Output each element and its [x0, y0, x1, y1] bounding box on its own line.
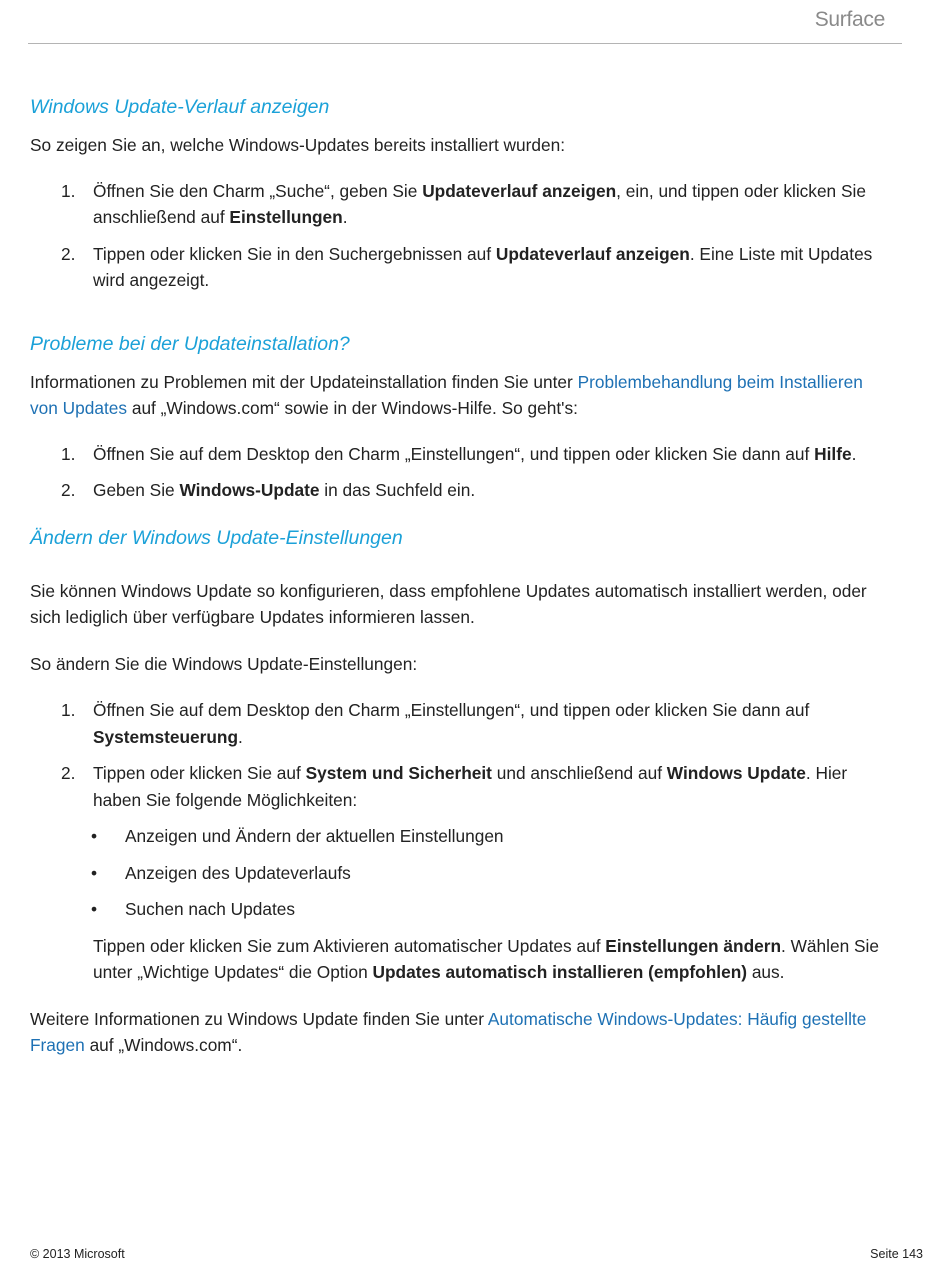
auto-update-instructions: [30, 933, 892, 986]
bullet-glyph: •: [91, 826, 98, 846]
paragraph-text: auf „Windows.com“ sowie in der Windows-Hilfe. So geht's:: [127, 398, 578, 418]
bullet-item: [30, 823, 892, 850]
step-text: Öffnen Sie den Charm „Suche“, geben Sie: [93, 180, 423, 201]
list-item: [30, 178, 892, 231]
options-bullet-list: [30, 823, 892, 923]
section2-steps: [30, 441, 892, 504]
step-text: Tippen oder klicken Sie auf: [93, 763, 306, 783]
bullet-glyph: •: [91, 862, 98, 883]
bullet-glyph: •: [91, 899, 98, 919]
brand-logo-text: Surface: [814, 8, 885, 31]
paragraph-text: Informationen zu Problemen mit der Updateinstallation finden Sie unter: [30, 371, 578, 392]
section1-intro: So zeigen Sie an, welche Windows-Updates bereits installiert wurden:: [30, 135, 566, 155]
step-bold: Windows-Update: [179, 480, 320, 500]
step-bold: Updateverlauf anzeigen: [495, 243, 690, 264]
paragraph-text: Weitere Informationen zu Windows Update finden Sie unter: [30, 1008, 488, 1029]
bullet-text: Anzeigen und Ändern der aktuellen Einstellungen: [125, 826, 504, 846]
step-bold: System und Sicherheit: [305, 763, 492, 783]
bullet-item: [30, 860, 892, 887]
step-text: Geben Sie: [93, 480, 180, 500]
paragraph-text: aus.: [747, 962, 785, 982]
list-item: [30, 697, 892, 750]
step-number: 2.: [61, 763, 76, 783]
document-body: [30, 92, 892, 1059]
step-text: und anschließend auf: [491, 763, 667, 783]
step-text: .: [851, 443, 857, 464]
step-bold: Systemsteuerung: [93, 726, 239, 747]
section2-paragraph: [30, 369, 892, 422]
step-text: Tippen oder klicken Sie in den Suchergebnissen auf: [93, 243, 496, 264]
header-divider: [28, 43, 902, 44]
step-bold: Einstellungen: [229, 207, 343, 227]
section3-paragraph-1: Sie können Windows Update so konfigurieren, dass empfohlene Updates automatisch installiert werden, oder sich lediglich über verfügbare Updates informieren lassen.: [30, 580, 867, 627]
step-text: .: [238, 726, 243, 747]
step-text: Öffnen Sie auf dem Desktop den Charm „Einstellungen“, und tippen oder klicken Sie dann auf: [93, 700, 810, 720]
step-text: . Eine Liste mit Updates wird angezeigt.: [93, 243, 873, 290]
step-number: 2.: [61, 243, 76, 264]
step-text: . Hier haben Sie folgende Möglichkeiten:: [93, 763, 848, 810]
bullet-item: [30, 896, 892, 923]
section1-steps: [30, 178, 892, 294]
bullet-text: Suchen nach Updates: [125, 899, 296, 919]
step-bold: Updateverlauf anzeigen: [422, 180, 617, 201]
further-info-paragraph: [30, 1006, 892, 1059]
step-number: 1.: [61, 443, 76, 464]
paragraph-text: Tippen oder klicken Sie zum Aktivieren automatischer Updates auf: [93, 935, 606, 956]
paragraph-bold: Einstellungen ändern: [605, 935, 782, 956]
step-bold: Windows Update: [666, 763, 806, 783]
step-number: 1.: [61, 700, 76, 720]
list-item: [30, 241, 892, 294]
list-item: [30, 760, 892, 813]
step-text: Öffnen Sie auf dem Desktop den Charm „Einstellungen“, und tippen oder klicken Sie dann auf: [93, 443, 815, 464]
step-number: 2.: [61, 480, 76, 500]
paragraph-text: auf „Windows.com“.: [84, 1035, 243, 1055]
section3-steps: [30, 697, 892, 813]
list-item: [30, 477, 892, 504]
step-number: 1.: [61, 180, 76, 201]
bullet-text: Anzeigen des Updateverlaufs: [125, 862, 351, 883]
section-heading-install-problems: Probleme bei der Updateinstallation?: [30, 332, 350, 355]
section-heading-change-settings: Ändern der Windows Update-Einstellungen: [30, 526, 403, 549]
troubleshooting-link[interactable]: Problembehandlung beim Installieren von Updates: [30, 371, 863, 418]
step-text: in das Suchfeld ein.: [319, 480, 476, 500]
step-text: .: [342, 207, 348, 227]
step-text: , ein, und tippen oder klicken Sie anschließend auf: [93, 180, 866, 227]
section3-paragraph-2: So ändern Sie die Windows Update-Einstellungen:: [30, 653, 418, 674]
page-number: Seite 143: [870, 1247, 923, 1261]
paragraph-text: . Wählen Sie unter „Wichtige Updates“ die Option: [93, 935, 879, 982]
list-item: [30, 441, 892, 468]
faq-link[interactable]: Automatische Windows-Updates: Häufig gestellte Fragen: [30, 1008, 867, 1055]
paragraph-bold: Updates automatisch installieren (empfohlen): [372, 962, 748, 982]
copyright-notice: © 2013 Microsoft: [30, 1247, 125, 1261]
section-heading-update-history: Windows Update-Verlauf anzeigen: [30, 96, 330, 118]
step-bold: Hilfe: [814, 443, 852, 464]
